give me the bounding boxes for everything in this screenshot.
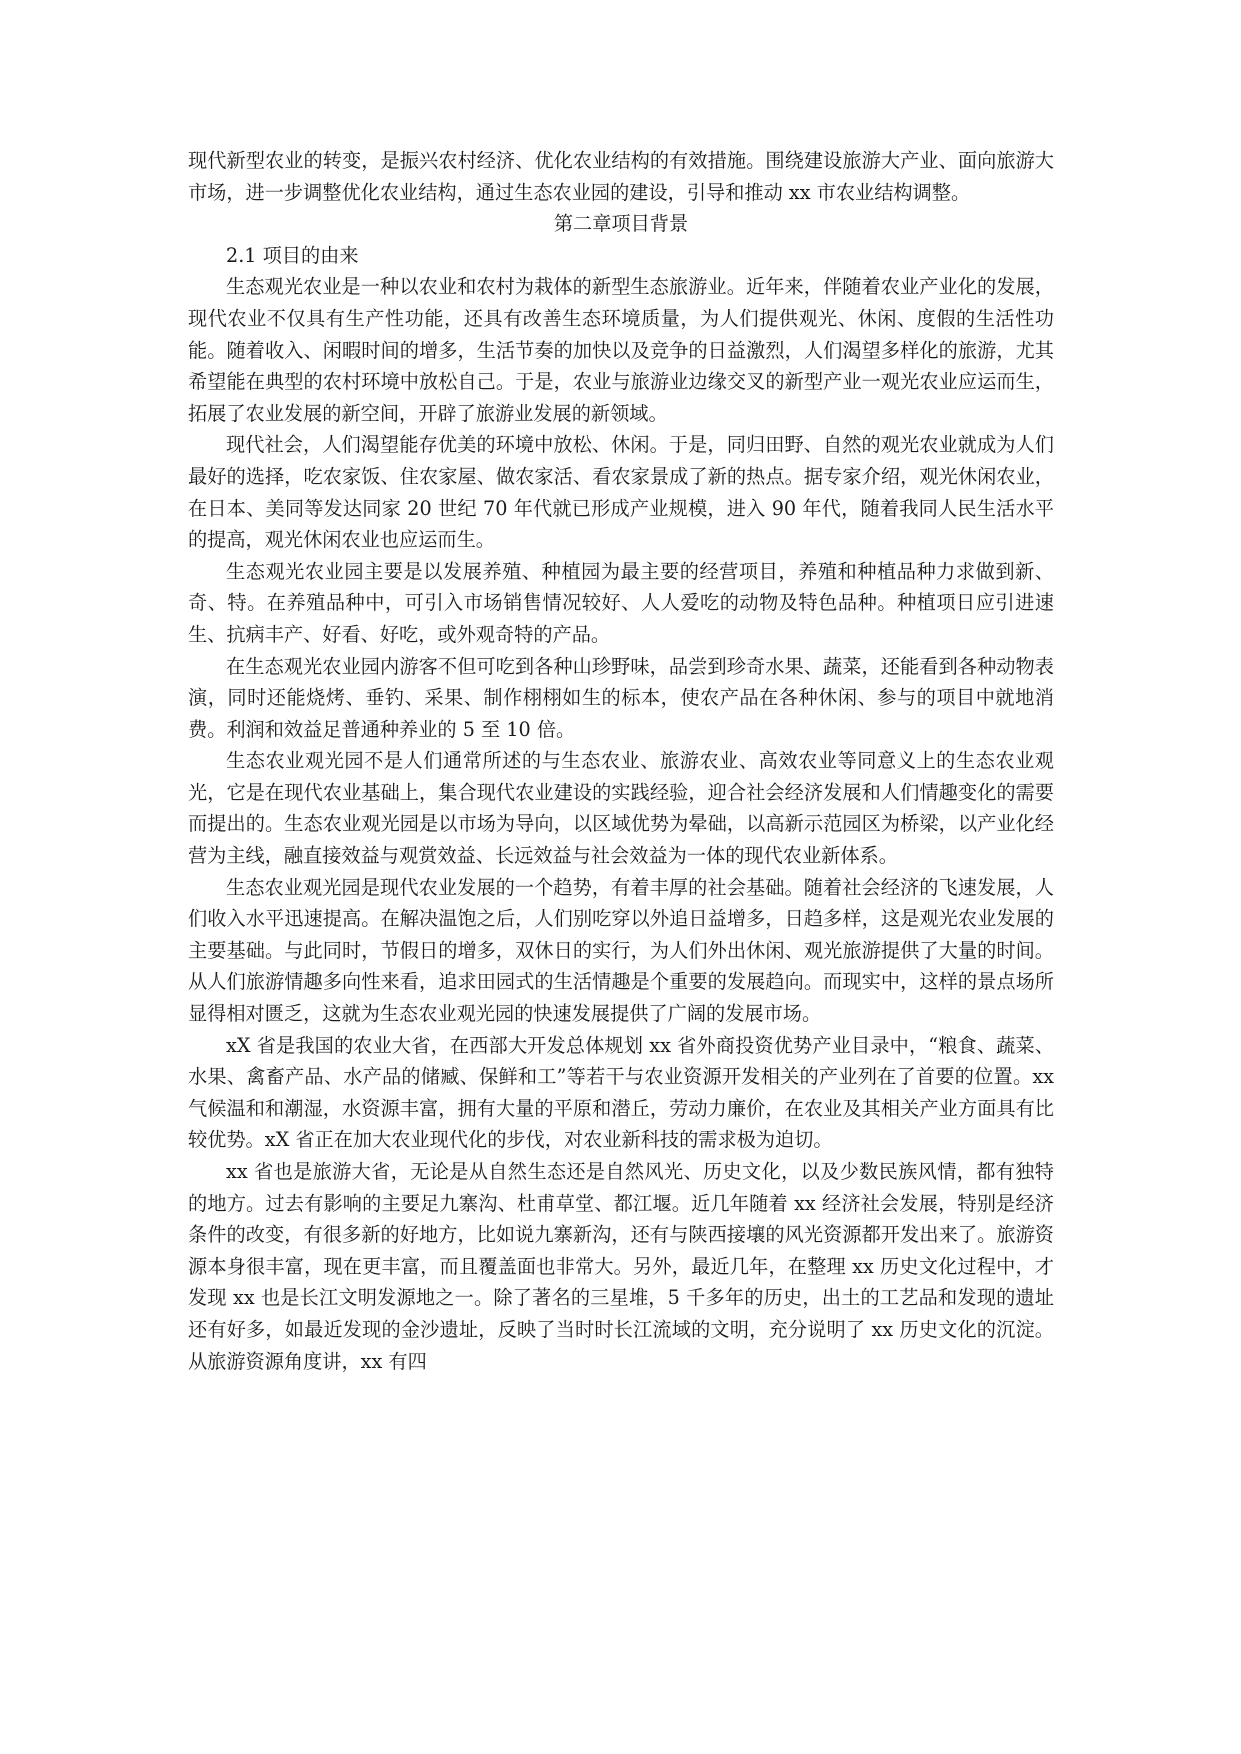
body-paragraph-8: xx 省也是旅游大省，无论是从自然生态还是自然风光、历史文化，以及少数民族风情，都有独特的地方。过去有影响的主要足九寨沟、杜甫草堂、都江堰。近几年随着 xx 经济社会发展，特别是经济条件的改变，有很多新的好地方，比如说九寨新沟，还有与陕西接壤的风光资源都开发出来了。旅游资源本身很丰富，现在更丰富，而且覆盖面也非常大。另外，最近几年，在整理 xx 历史文化过程中，才发现 xx 也是长江文明发源地之一。除了著名的三星堆，5 千多年的历史，出土的工艺品和发现的遗址还有好多，如最近发现的金沙遗址，反映了当时时长江流域的文明，充分说明了 xx 历史文化的沉淀。从旅游资源角度讲，xx 有四 [188, 1160, 1054, 1373]
document-page [188, 145, 1054, 1377]
body-paragraph-3: 生态观光农业园主要是以发展养殖、种植园为最主要的经营项目，养殖和种植品种力求做到新、奇、特。在养殖品种中，可引入市场销售情况较好、人人爱吃的动物及特色品种。种植项日应引进速生、抗病丰产、好看、好吃，或外观奇特的产品。 [188, 559, 1054, 646]
body-paragraph-1: 生态观光农业是一种以农业和农村为栽体的新型生态旅游业。近年来，伴随着农业产业化的发展，现代农业不仅具有生产性功能，还具有改善生态环境质量，为人们提供观光、休闲、度假的生活性功能。随着收入、闲暇时间的增多，生活节奏的加快以及竞争的日益激烈，人们渴望多样化的旅游，尤其希望能在典型的农村环境中放松自己。于是，农业与旅游业边缘交叉的新型产业一观光农业应运而生，拓展了农业发展的新空间，开辟了旅游业发展的新领域。 [188, 275, 1054, 425]
chapter-title: 第二章项目背景 [553, 212, 689, 236]
intro-paragraph: 现代新型农业的转变，是振兴农村经济、优化农业结构的有效措施。围绕建设旅游大产业、面向旅游大市场，进一步调整优化农业结构，通过生态农业园的建设，引导和推动 xx 市农业结构调整。 [188, 149, 1054, 204]
body-paragraph-6: 生态农业观光园是现代农业发展的一个趋势，有着丰厚的社会基础。随着社会经济的飞速发展，人们收入水平迅速提高。在解决温饱之后，人们别吃穿以外追日益增多，日趋多样，这是观光农业发展的主要基础。与此同时，节假日的增多，双休日的实行，为人们外出休闲、观光旅游提供了大量的时间。从人们旅游情趣多向性来看，追求田园式的生活情趣是个重要的发展趋向。而现实中，这样的景点场所显得相对匮乏，这就为生态农业观光园的快速发展提供了广阔的发展市场。 [188, 875, 1054, 1026]
body-paragraph-4: 在生态观光农业园内游客不但可吃到各种山珍野味，品尝到珍奇水果、蔬菜，还能看到各种动物表演，同时还能烧烤、垂钓、采果、制作栩栩如生的标本，使农产品在各种休闲、参与的项目中就地消费。利润和效益足普通种养业的 5 至 10 倍。 [188, 654, 1054, 741]
body-paragraph-5: 生态农业观光园不是人们通常所述的与生态农业、旅游农业、高效农业等同意义上的生态农业观光，它是在现代农业基础上，集合现代农业建设的实践经验，迎合社会经济发展和人们情趣变化的需要而提出的。生态农业观光园是以市场为导向，以区域优势为晕础，以高新示范园区为桥梁，以产业化经营为主线，融直接效益与观赏效益、长远效益与社会效益为一体的现代农业新体系。 [188, 749, 1054, 868]
section-heading: 2.1 项目的由来 [226, 243, 359, 267]
body-paragraph-2: 现代社会，人们渴望能存优美的环境中放松、休闲。于是，同归田野、自然的观光农业就成为人们最好的选择，吃农家饭、住农家屋、做农家活、看农家景成了新的热点。据专家介绍，观光休闲农业，在日本、美同等发达同家 20 世纪 70 年代就已形成产业规模，进入 90 年代，随着我同人民生活水平的提高，观光休闲农业也应运而生。 [188, 433, 1054, 552]
body-paragraph-7: xX 省是我国的农业大省，在西部大开发总体规划 xx 省外商投资优势产业目录中，“粮食、蔬菜、水果、禽畜产品、水产品的储臧、保鲜和工”等若干与农业资源开发相关的产业列在了首要的位置。xx 气候温和和潮湿，水资源丰富，拥有大量的平原和潜丘，劳动力廉价，在农业及其相关产业方面具有比较优势。xX 省正在加大农业现代化的步伐，对农业新科技的需求极为迫切。 [188, 1033, 1054, 1152]
